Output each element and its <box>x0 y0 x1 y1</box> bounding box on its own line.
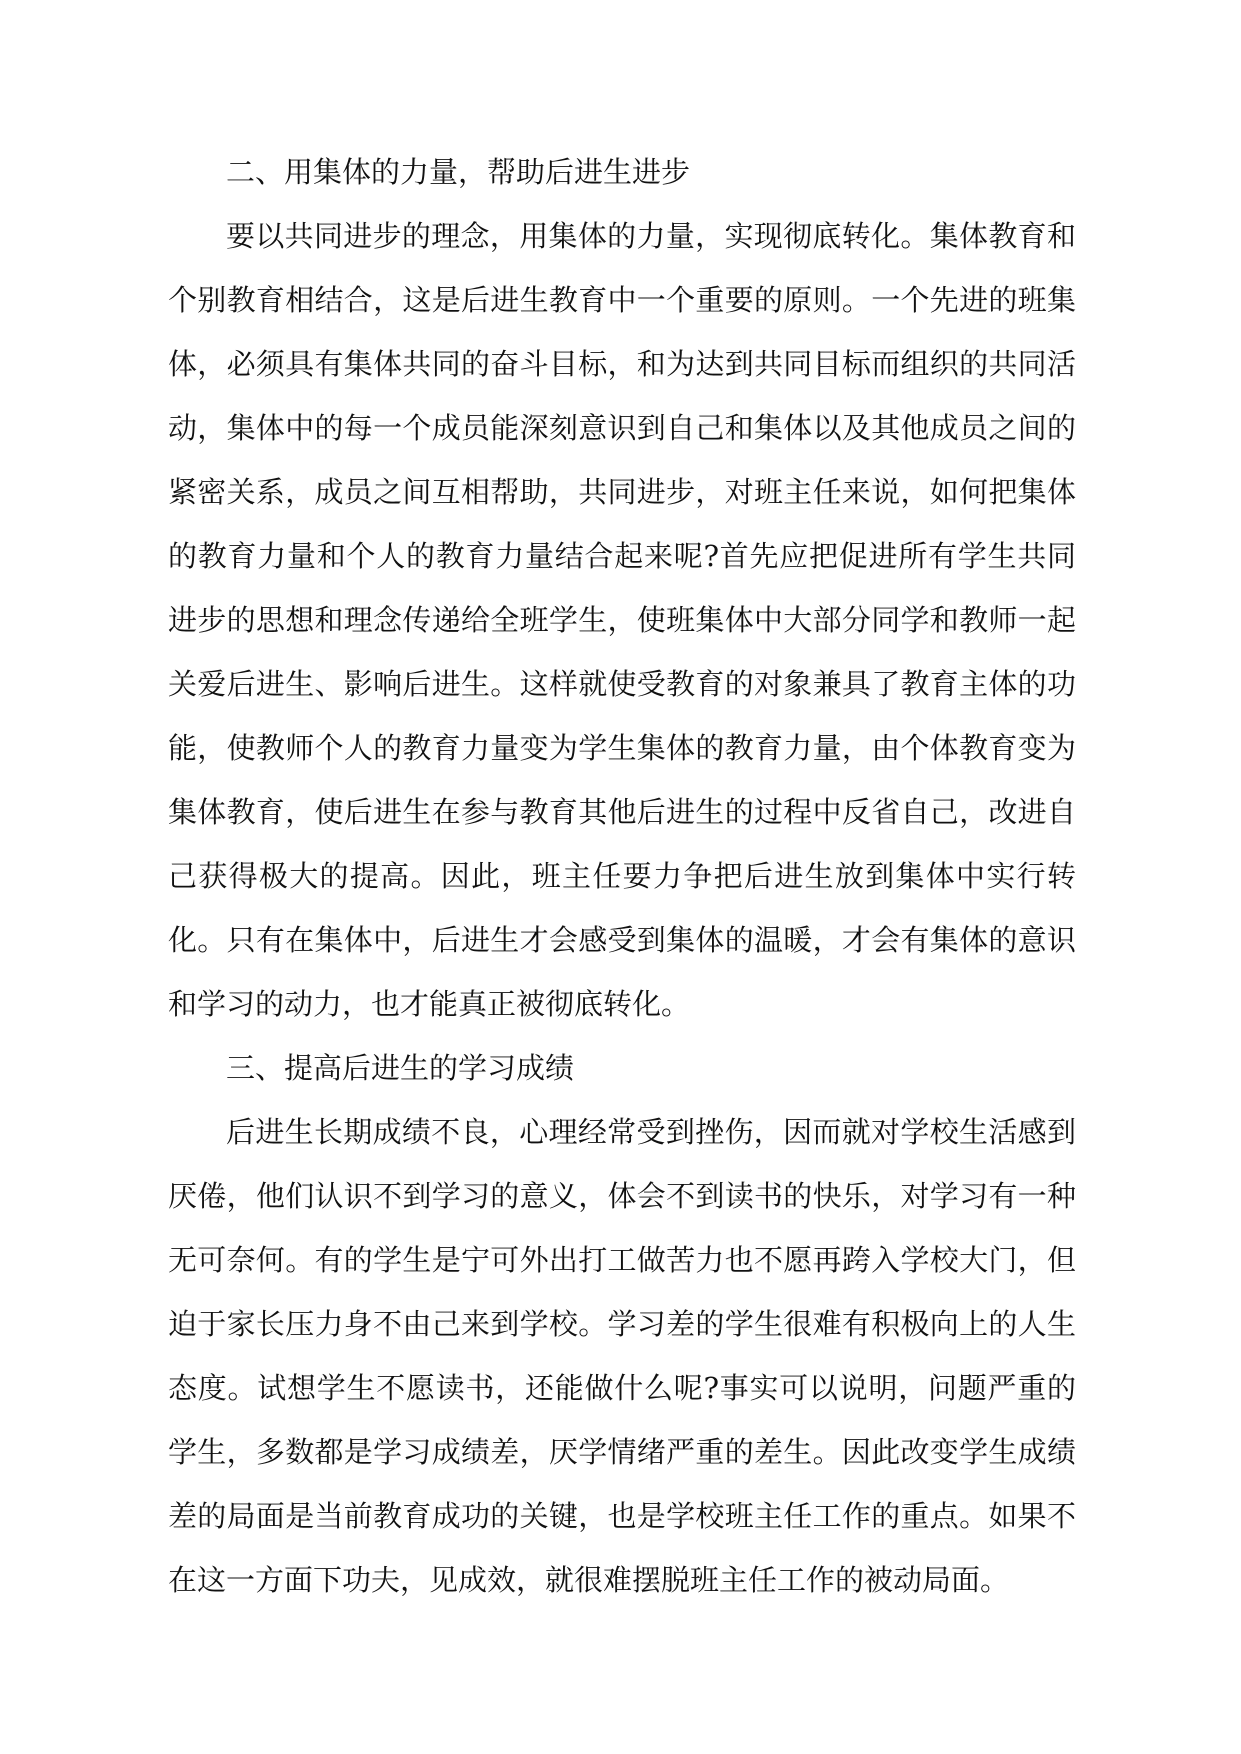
section-paragraph-3: 后进生长期成绩不良，心理经常受到挫伤，因而就对学校生活感到厌倦，他们认识不到学习的意义，体会不到读书的快乐，对学习有一种无可奈何。有的学生是宁可外出打工做苦力也不愿再跨入学校大门，但迫于家长压力身不由己来到学校。学习差的学生很难有积极向上的人生态度。试想学生不愿读书，还能做什么呢?事实可以说明，问题严重的学生，多数都是学习成绩差，厌学情绪严重的差生。因此改变学生成绩差的局面是当前教育成功的关键，也是学校班主任工作的重点。如果不在这一方面下功夫，见成效，就很难摆脱班主任工作的被动局面。 <box>168 1115 1076 1597</box>
section-paragraph-2: 要以共同进步的理念，用集体的力量，实现彻底转化。集体教育和个别教育相结合，这是后进生教育中一个重要的原则。一个先进的班集体，必须具有集体共同的奋斗目标，和为达到共同目标而组织的共同活动，集体中的每一个成员能深刻意识到自己和集体以及其他成员之间的紧密关系，成员之间互相帮助，共同进步，对班主任来说，如何把集体的教育力量和个人的教育力量结合起来呢?首先应把促进所有学生共同进步的思想和理念传递给全班学生，使班集体中大部分同学和教师一起关爱后进生、影响后进生。这样就使受教育的对象兼具了教育主体的功能，使教师个人的教育力量变为学生集体的教育力量，由个体教育变为集体教育，使后进生在参与教育其他后进生的过程中反省自己，改进自己获得极大的提高。因此，班主任要力争把后进生放到集体中实行转化。只有在集体中，后进生才会感受到集体的温暖，才会有集体的意识和学习的动力，也才能真正被彻底转化。 <box>168 219 1076 1021</box>
section-heading-3: 三、提高后进生的学习成绩 <box>226 1051 575 1085</box>
document-body <box>168 140 1076 1612</box>
section-heading-2: 二、用集体的力量，帮助后进生进步 <box>226 155 691 189</box>
